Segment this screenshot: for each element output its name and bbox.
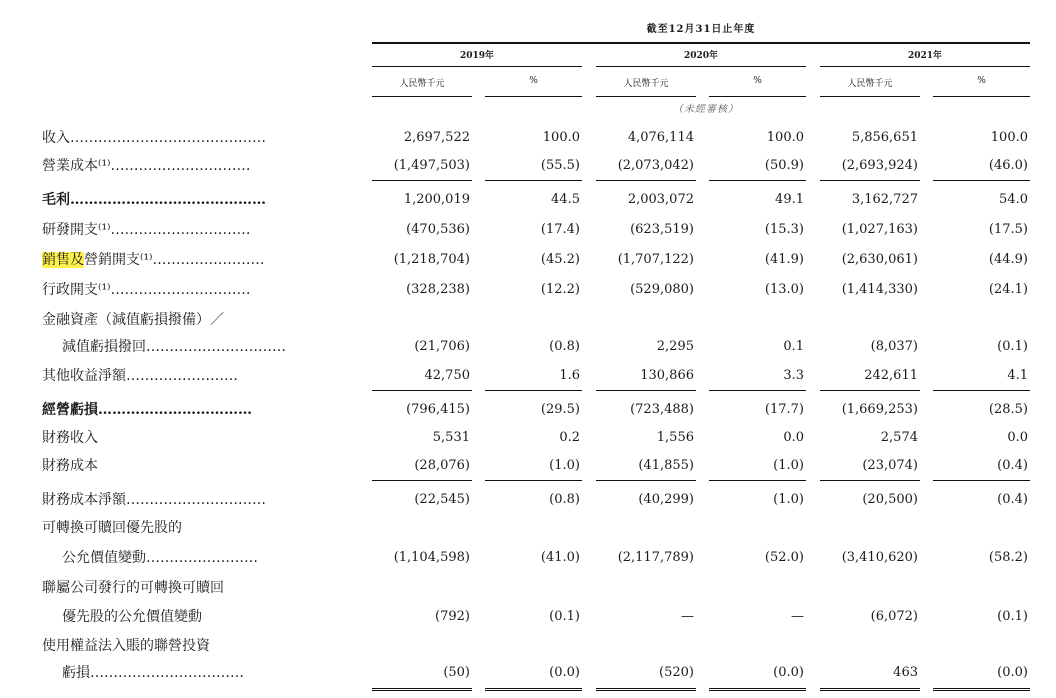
percent-cell: (0.1) (549, 609, 580, 624)
percent-cell: (55.5) (540, 158, 580, 173)
subtotal-rule (933, 390, 1030, 391)
col-pct-2021: % (977, 76, 986, 86)
percent-cell: (17.7) (764, 402, 804, 417)
percent-cell: (0.8) (549, 339, 580, 354)
unaudited-note: （未經審核） (673, 104, 739, 115)
subtotal-rule (596, 480, 696, 481)
amount-cell: 4,076,114 (627, 130, 694, 145)
amount-cell: 242,611 (864, 368, 918, 383)
year-2020-rule (596, 66, 806, 67)
percent-cell: 0.1 (783, 339, 804, 354)
amount-cell: 130,866 (640, 368, 694, 383)
percent-cell: (12.2) (540, 282, 580, 297)
subtotal-rule (709, 480, 806, 481)
amount-cell: (1,414,330) (841, 282, 918, 297)
total-double-rule (820, 688, 920, 691)
sub-rule (820, 96, 920, 97)
row-label: 金融資產（減值虧損撥備）／ (42, 312, 224, 328)
row-label: 收入…………………………………… (42, 130, 266, 146)
amount-cell: (328,238) (406, 282, 470, 297)
subtotal-rule (709, 390, 806, 391)
amount-cell: (796,415) (406, 402, 470, 417)
percent-cell: (41.9) (764, 252, 804, 267)
percent-cell: (0.0) (773, 665, 804, 680)
amount-cell: (1,104,598) (393, 550, 470, 565)
total-double-rule (709, 688, 806, 691)
percent-cell: (13.0) (764, 282, 804, 297)
sub-rule (372, 96, 472, 97)
amount-cell: (3,410,620) (841, 550, 918, 565)
amount-cell: 5,531 (432, 430, 470, 445)
total-double-rule (372, 688, 472, 691)
row-label: 虧損…………………………… (62, 665, 244, 681)
row-label: 行政開支⁽¹⁾………………………… (42, 282, 251, 298)
amount-cell: (21,706) (414, 339, 470, 354)
amount-cell: (529,080) (630, 282, 694, 297)
col-amount-2019: 人民幣千元 (399, 79, 445, 89)
percent-cell: 1.6 (559, 368, 580, 383)
amount-cell: (520) (659, 665, 694, 680)
percent-cell: 100.0 (542, 130, 580, 145)
subtotal-rule (596, 390, 696, 391)
year-2021-header: 2021年 (907, 51, 943, 61)
amount-cell: (2,630,061) (841, 252, 918, 267)
percent-cell: (29.5) (540, 402, 580, 417)
amount-cell: 2,003,072 (627, 192, 694, 207)
total-double-rule (596, 688, 696, 691)
amount-cell: 1,200,019 (403, 192, 470, 207)
sub-rule (709, 96, 806, 97)
row-label: 其他收益淨額…………………… (42, 368, 238, 384)
percent-cell: (15.3) (764, 222, 804, 237)
subtotal-rule (933, 480, 1030, 481)
percent-cell: (45.2) (540, 252, 580, 267)
amount-cell: (2,117,789) (617, 550, 694, 565)
amount-cell: (40,299) (638, 492, 694, 507)
percent-cell: (28.5) (988, 402, 1028, 417)
sub-rule (933, 96, 1030, 97)
row-label: 減值虧損撥回………………………… (62, 339, 286, 355)
percent-cell: 49.1 (775, 192, 804, 207)
sub-rule (596, 96, 696, 97)
amount-cell: (1,497,503) (393, 158, 470, 173)
col-amount-2020: 人民幣千元 (623, 79, 669, 89)
percent-cell: 3.3 (783, 368, 804, 383)
highlighted-text: 銷售及 (42, 252, 84, 268)
subtotal-rule (709, 180, 806, 181)
amount-cell: (28,076) (414, 458, 470, 473)
subtotal-rule (820, 180, 920, 181)
percent-cell: 100.0 (990, 130, 1028, 145)
row-label: 公允價值變動…………………… (62, 550, 258, 566)
year-2021-rule (820, 66, 1030, 67)
amount-cell: (50) (443, 665, 470, 680)
percent-cell: 0.2 (559, 430, 580, 445)
amount-cell: — (681, 609, 694, 624)
amount-cell: (623,519) (630, 222, 694, 237)
total-double-rule (485, 688, 582, 691)
amount-cell: 1,556 (656, 430, 694, 445)
row-label: 經營虧損…………………………… (42, 402, 252, 418)
percent-cell: (41.0) (540, 550, 580, 565)
percent-cell: (58.2) (988, 550, 1028, 565)
subtotal-rule (933, 180, 1030, 181)
amount-cell: 463 (893, 665, 918, 680)
row-label: 財務成本 (42, 458, 98, 474)
amount-cell: 2,697,522 (403, 130, 470, 145)
amount-cell: 3,162,727 (851, 192, 918, 207)
row-label: 財務收入 (42, 430, 98, 446)
amount-cell: (1,027,163) (841, 222, 918, 237)
col-pct-2019: % (529, 76, 538, 86)
percent-cell: (0.1) (997, 609, 1028, 624)
amount-cell: 42,750 (424, 368, 470, 383)
year-2019-rule (372, 66, 582, 67)
percent-cell: (0.8) (549, 492, 580, 507)
amount-cell: 2,295 (656, 339, 694, 354)
year-2019-header: 2019年 (459, 51, 495, 61)
subtotal-rule (820, 480, 920, 481)
row-label: 可轉換可贖回優先股的 (42, 520, 182, 536)
amount-cell: (20,500) (862, 492, 918, 507)
col-amount-2021: 人民幣千元 (847, 79, 893, 89)
amount-cell: (1,669,253) (841, 402, 918, 417)
amount-cell: (6,072) (870, 609, 918, 624)
percent-cell: (0.0) (549, 665, 580, 680)
percent-cell: (52.0) (764, 550, 804, 565)
percent-cell: (0.0) (997, 665, 1028, 680)
header-top-rule (372, 42, 1030, 44)
row-label: 研發開支⁽¹⁾………………………… (42, 222, 251, 238)
subtotal-rule (372, 180, 472, 181)
percent-cell: (0.1) (997, 339, 1028, 354)
percent-cell: — (791, 609, 804, 624)
year-2020-header: 2020年 (683, 51, 719, 61)
row-label: 財務成本淨額………………………… (42, 492, 266, 508)
row-label: 優先股的公允價值變動 (62, 609, 202, 625)
subtotal-rule (485, 390, 582, 391)
amount-cell: (723,488) (630, 402, 694, 417)
subtotal-rule (820, 390, 920, 391)
sub-rule (485, 96, 582, 97)
amount-cell: 2,574 (880, 430, 918, 445)
period-title: 截至12月31日止年度 (646, 24, 756, 35)
percent-cell: (17.5) (988, 222, 1028, 237)
percent-cell: (1.0) (549, 458, 580, 473)
amount-cell: (22,545) (414, 492, 470, 507)
row-label: 聯屬公司發行的可轉換可贖回 (42, 580, 224, 596)
percent-cell: (24.1) (988, 282, 1028, 297)
percent-cell: 44.5 (551, 192, 580, 207)
percent-cell: (46.0) (988, 158, 1028, 173)
percent-cell: 54.0 (999, 192, 1028, 207)
percent-cell: (17.4) (540, 222, 580, 237)
amount-cell: (23,074) (862, 458, 918, 473)
subtotal-rule (372, 480, 472, 481)
total-double-rule (933, 688, 1030, 691)
row-label: 使用權益法入賬的聯營投資 (42, 638, 210, 654)
amount-cell: (41,855) (638, 458, 694, 473)
row-label: 銷售及營銷開支⁽¹⁾…………………… (42, 252, 265, 268)
amount-cell: (2,693,924) (841, 158, 918, 173)
amount-cell: 5,856,651 (851, 130, 918, 145)
amount-cell: (1,218,704) (393, 252, 470, 267)
percent-cell: (0.4) (997, 458, 1028, 473)
col-pct-2020: % (753, 76, 762, 86)
percent-cell: (50.9) (764, 158, 804, 173)
amount-cell: (2,073,042) (617, 158, 694, 173)
amount-cell: (470,536) (406, 222, 470, 237)
percent-cell: 100.0 (766, 130, 804, 145)
percent-cell: (1.0) (773, 458, 804, 473)
percent-cell: 0.0 (1007, 430, 1028, 445)
subtotal-rule (596, 180, 696, 181)
subtotal-rule (372, 390, 472, 391)
row-label: 營業成本⁽¹⁾………………………… (42, 158, 251, 174)
percent-cell: (44.9) (988, 252, 1028, 267)
percent-cell: 4.1 (1007, 368, 1028, 383)
subtotal-rule (485, 480, 582, 481)
amount-cell: (1,707,122) (617, 252, 694, 267)
row-label: 毛利…………………………………… (42, 192, 266, 208)
percent-cell: (0.4) (997, 492, 1028, 507)
amount-cell: (792) (435, 609, 470, 624)
subtotal-rule (485, 180, 582, 181)
percent-cell: (1.0) (773, 492, 804, 507)
amount-cell: (8,037) (870, 339, 918, 354)
percent-cell: 0.0 (783, 430, 804, 445)
